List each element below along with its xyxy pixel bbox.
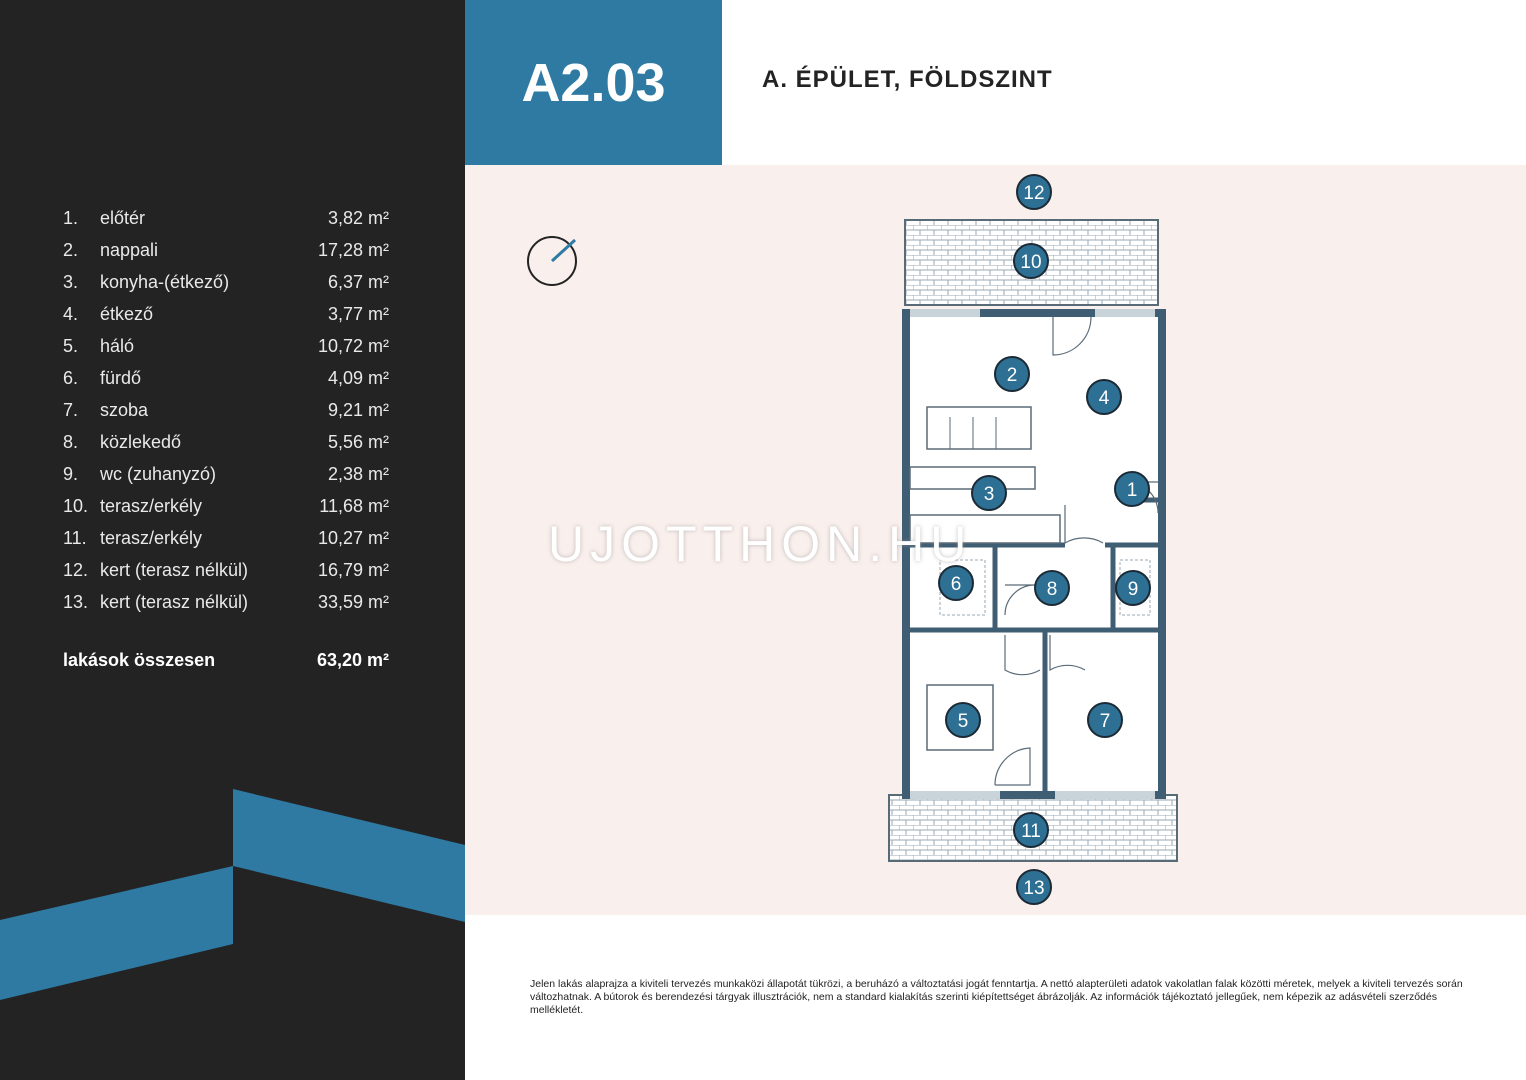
plan-marker (1087, 380, 1121, 414)
room-row (63, 586, 389, 618)
plan-marker (995, 357, 1029, 391)
room-row (63, 394, 389, 426)
marker-label: 7 (1099, 711, 1111, 732)
room-area: 3,82 m² (327, 208, 389, 228)
plan-marker (1116, 571, 1150, 605)
room-row (63, 522, 389, 554)
room-row (63, 234, 389, 266)
room-list (63, 202, 389, 618)
room-number: 11. (63, 528, 87, 548)
marker-label: 6 (950, 574, 962, 595)
plan-marker (1014, 813, 1048, 847)
disclaimer-text: Jelen lakás alaprajza a kiviteli tervezés munkaközi állapotát tükrözi, a beruházó a változtatási jogát fenntartja. A nettó alapterületi adatok vakolatlan falak közötti méretek, melyek a kiviteli tervezés során változhatnak. A bútorok és berendezési tárgyak illusztrációk, nem a standard kialakítás szerinti kiépítettséget ábrázolják. Az információk tájékoztató jellegűek, nem képezik az adásvételi szerződés mellékletét. (530, 978, 1463, 1016)
room-area: 2,38 m² (327, 464, 389, 484)
room-name: háló (100, 336, 135, 356)
marker-label: 9 (1127, 579, 1139, 600)
room-name: kert (terasz nélkül) (100, 592, 249, 612)
room-number: 13. (63, 592, 89, 612)
room-area: 10,27 m² (317, 528, 389, 548)
left-panel (0, 0, 465, 1080)
room-name: konyha-(étkező) (100, 272, 230, 292)
room-row (63, 458, 389, 490)
room-row (63, 554, 389, 586)
room-area: 33,59 m² (317, 592, 389, 612)
plan-marker (1115, 472, 1149, 506)
total-area: 63,20 m² (316, 650, 389, 670)
room-name: terasz/erkély (100, 528, 203, 548)
room-name: terasz/erkély (100, 496, 203, 516)
room-area: 16,79 m² (317, 560, 389, 580)
marker-label: 1 (1126, 480, 1138, 501)
room-row (63, 298, 389, 330)
plan-marker (1035, 571, 1069, 605)
room-row (63, 426, 389, 458)
room-row (63, 266, 389, 298)
room-number: 12. (63, 560, 89, 580)
room-area: 10,72 m² (317, 336, 389, 356)
room-area: 9,21 m² (327, 400, 389, 420)
room-row (63, 330, 389, 362)
building-floor-label: A. ÉPÜLET, FÖLDSZINT (762, 66, 1053, 93)
room-number: 4. (63, 304, 79, 324)
room-area: 11,68 m² (319, 496, 389, 516)
marker-label: 2 (1006, 365, 1018, 386)
unit-code: A2.03 (465, 0, 722, 165)
room-area: 5,56 m² (327, 432, 389, 452)
room-name: fürdő (100, 368, 142, 388)
room-name: előtér (100, 208, 146, 228)
total-row (63, 645, 389, 675)
plan-marker (946, 703, 980, 737)
plan-marker (1017, 870, 1051, 904)
total-label: lakások összesen (63, 650, 216, 670)
room-row (63, 202, 389, 234)
plan-marker (972, 476, 1006, 510)
marker-label: 12 (1023, 183, 1045, 204)
room-name: étkező (100, 304, 154, 324)
room-number: 9. (63, 464, 79, 484)
marker-label: 4 (1098, 388, 1110, 409)
room-number: 1. (63, 208, 79, 228)
plan-marker (1088, 703, 1122, 737)
room-area: 3,77 m² (327, 304, 389, 324)
plan-marker (1017, 175, 1051, 209)
marker-label: 13 (1023, 878, 1045, 899)
room-number: 3. (63, 272, 79, 292)
room-name: nappali (100, 240, 159, 260)
room-number: 2. (63, 240, 79, 260)
room-name: szoba (100, 400, 149, 420)
compass-icon (528, 237, 576, 285)
marker-label: 5 (957, 711, 969, 732)
marker-label: 11 (1021, 821, 1041, 842)
room-number: 10. (63, 496, 89, 516)
room-name: wc (zuhanyzó) (100, 464, 217, 484)
room-row (63, 362, 389, 394)
marker-label: 8 (1046, 579, 1058, 600)
room-number: 8. (63, 432, 79, 452)
plan-marker (1014, 244, 1048, 278)
marker-label: 3 (983, 484, 995, 505)
room-number: 7. (63, 400, 79, 420)
watermark: UJOTTHON.HU (548, 516, 973, 572)
room-row (63, 490, 389, 522)
room-name: kert (terasz nélkül) (100, 560, 249, 580)
marker-label: 10 (1020, 252, 1042, 273)
room-area: 4,09 m² (327, 368, 389, 388)
room-number: 6. (63, 368, 79, 388)
room-area: 6,37 m² (327, 272, 389, 292)
room-number: 5. (63, 336, 79, 356)
room-area: 17,28 m² (317, 240, 389, 260)
room-name: közlekedő (100, 432, 182, 452)
